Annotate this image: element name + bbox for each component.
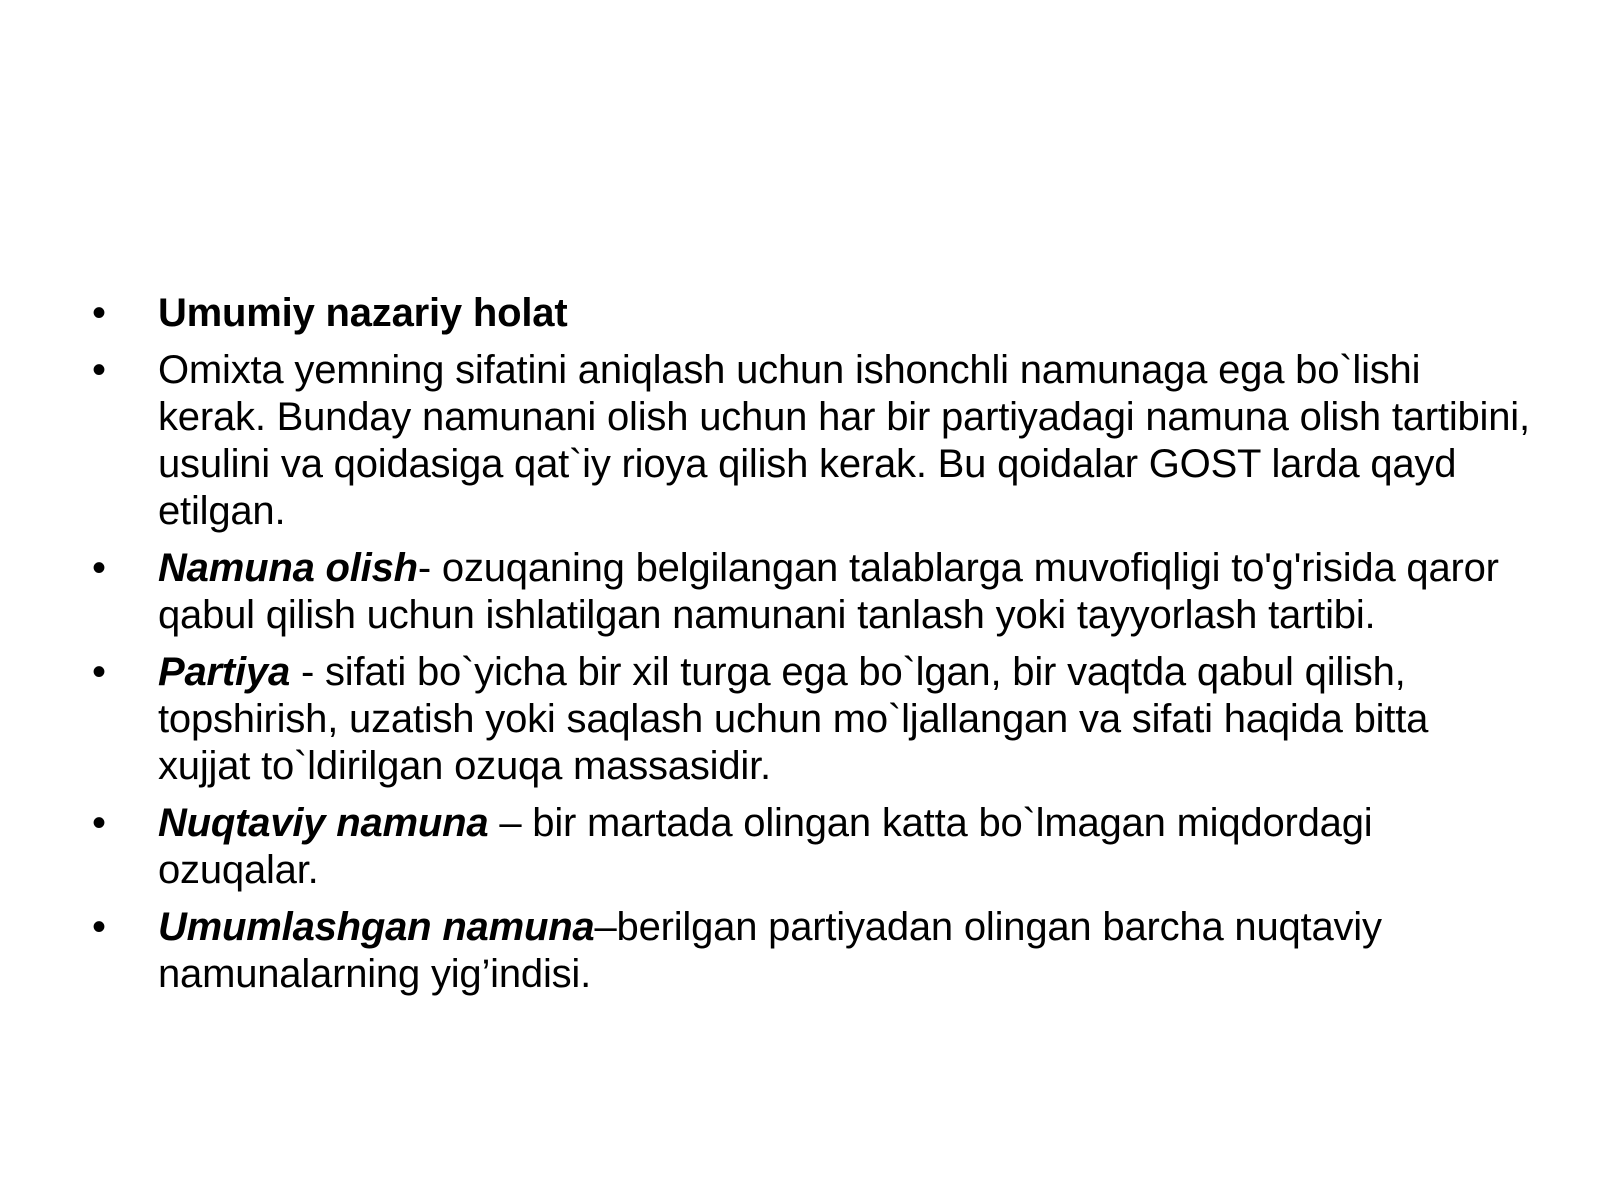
- definition-term: Nuqtaviy namuna: [158, 801, 489, 845]
- bullet-icon: •: [92, 348, 106, 392]
- list-item: [90, 649, 1530, 790]
- bullet-icon: •: [92, 905, 106, 949]
- bullet-icon: •: [92, 801, 106, 845]
- paragraph-text: Omixta yemning sifatini aniqlash uchun ishonchli namunaga ega bo`lishi kerak. Bunday namunani olish uchun har bir partiyadagi namuna olish tartibini, usulini va qoidasiga qat`iy rioya qilish kerak. Bu qoidalar GOST larda qayd etilgan.: [158, 348, 1530, 533]
- list-item: [90, 904, 1530, 998]
- section-heading: Umumiy nazariy holat: [158, 291, 568, 335]
- bullet-icon: •: [92, 546, 106, 590]
- list-item: [90, 290, 1530, 337]
- list-item: [90, 347, 1530, 535]
- bullet-icon: •: [92, 650, 106, 694]
- definition-text: –berilgan partiyadan olingan barcha nuqtaviy namunalarning yig’indisi.: [158, 905, 1382, 996]
- definition-text: - ozuqaning belgilangan talablarga muvofiqligi to'g'risida qaror qabul qilish uchun ishlatilgan namunani tanlash yoki tayyorlash tartibi.: [158, 546, 1499, 637]
- bullet-icon: •: [92, 291, 106, 335]
- definition-text: – bir martada olingan katta bo`lmagan miqdordagi ozuqalar.: [158, 801, 1373, 892]
- list-item: [90, 800, 1530, 894]
- definition-text: - sifati bo`yicha bir xil turga ega bo`lgan, bir vaqtda qabul qilish, topshirish, uzatish yoki saqlash uchun mo`ljallangan va sifati haqida bitta xujjat to`ldirilgan ozuqa massasidir.: [158, 650, 1429, 788]
- definition-term: Partiya: [158, 650, 291, 694]
- list-item: [90, 545, 1530, 639]
- definition-term: Umumlashgan namuna: [158, 905, 595, 949]
- definition-term: Namuna olish: [158, 546, 418, 590]
- bullet-list: [90, 290, 1530, 1008]
